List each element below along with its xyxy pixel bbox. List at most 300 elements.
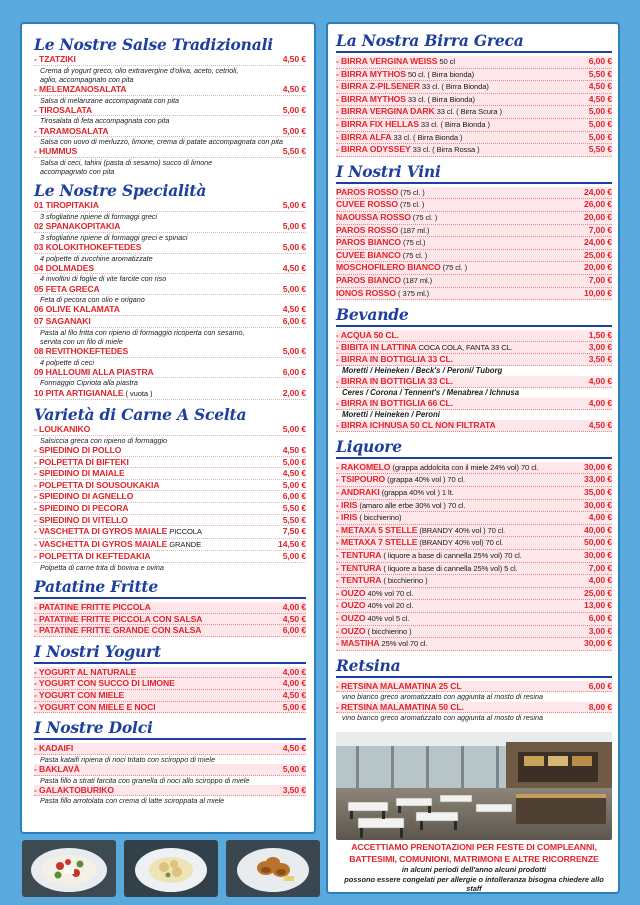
- menu-item-row: [336, 575, 612, 588]
- menu-item-name-text: 07 SAGANAKI: [34, 315, 91, 326]
- menu-item-description: Pasta fillo a strati farcita con granella di noci allo sciroppo di miele: [40, 775, 250, 785]
- menu-item-name-text: - TZATZIKI: [34, 54, 76, 64]
- menu-item-detail: ( 375 ml.): [396, 288, 430, 298]
- menu-item: [336, 420, 612, 432]
- menu-item-name: [34, 242, 141, 253]
- menu-item-name: [34, 146, 77, 157]
- menu-item-price: 20,00 €: [584, 211, 612, 222]
- menu-item-name: [336, 537, 503, 549]
- menu-item: [34, 667, 306, 679]
- menu-item-row: [34, 445, 306, 457]
- food-photo-croquettes: [226, 840, 320, 897]
- menu-item-price: 4,50 €: [588, 93, 612, 104]
- menu-item-name-text: - YOGURT CON SUCCO DI LIMONE: [34, 678, 175, 689]
- menu-item: [34, 491, 306, 503]
- menu-item: [336, 199, 612, 212]
- menu-item: [34, 445, 306, 457]
- menu-item-row: [336, 262, 612, 275]
- menu-item: [336, 330, 612, 342]
- menu-item: [336, 69, 612, 82]
- menu-item-description: Pasta al filo fritta con ripieno di formaggio ricoperta con sesamo,: [40, 327, 245, 337]
- menu-item-price: 5,00 €: [282, 424, 306, 435]
- menu-item-description: Formaggio Cipriota alla piastra: [40, 378, 138, 388]
- menu-item-price: 4,50 €: [282, 84, 306, 94]
- menu-item-name-text: CUVEE BIANCO: [336, 249, 401, 260]
- menu-item-name: [336, 144, 480, 156]
- menu-item-price: 24,00 €: [584, 186, 612, 197]
- menu-item-row: [336, 398, 612, 410]
- menu-item: [336, 500, 612, 513]
- menu-item-row: [336, 354, 612, 366]
- menu-item-detail: (75 cl. ): [410, 212, 438, 222]
- menu-item-detail: (187 ml.): [398, 225, 430, 235]
- menu-item-price: 30,00 €: [584, 550, 612, 561]
- menu-item-name-text: - BIRRA MYTHOS: [336, 68, 406, 79]
- menu-item-price: 26,00 €: [584, 199, 612, 210]
- menu-item: [336, 702, 612, 723]
- menu-item-row: [336, 132, 612, 145]
- menu-item-row: [336, 225, 612, 238]
- menu-item: [336, 81, 612, 94]
- menu-item-row: [336, 119, 612, 132]
- menu-item-description: Polpetta di carne trita di bovina e ovina: [40, 562, 164, 572]
- menu-item-description: 3 sfogliatine ripiene di formaggi greci e spinaci: [40, 232, 188, 242]
- menu-item: [336, 237, 612, 250]
- menu-item-description: Pasta fillo arrotolata con crema di latte sciroppata al miele: [40, 796, 225, 806]
- menu-item-name: [34, 367, 154, 378]
- menu-item-price: 5,00 €: [282, 221, 306, 232]
- menu-item-price: 5,00 €: [588, 118, 612, 129]
- menu-item-name: [34, 526, 202, 538]
- menu-item-row: [336, 342, 612, 355]
- menu-item-price: 4,50 €: [282, 304, 306, 315]
- menu-item-detail: (grappa addolcita con il miele 24% vol) 70 cl.: [390, 462, 539, 472]
- restaurant-interior-photo: [336, 732, 612, 840]
- menu-item-name: [336, 588, 413, 600]
- menu-item-name-text: IONOS ROSSO: [336, 287, 397, 298]
- menu-item-price: 4,50 €: [282, 743, 306, 754]
- menu-item-name-text: NAOUSSA ROSSO: [336, 211, 411, 222]
- menu-item-name: [34, 625, 201, 636]
- menu-item-name-text: - BIRRA IN BOTTIGLIA 33 CL.: [336, 376, 453, 387]
- menu-item-price: 30,00 €: [584, 499, 612, 510]
- menu-item-name-text: - BIRRA ODYSSEY: [336, 144, 411, 155]
- section-title-salse: Le Nostre Salse Tradizionali: [34, 35, 273, 54]
- menu-item-description: Ceres / Corona / Tennent's / Menabrea / Ichnusa: [342, 387, 520, 397]
- menu-item-row: [336, 288, 612, 301]
- menu-item: [336, 212, 612, 225]
- menu-item: [34, 200, 306, 221]
- menu-item-name-text: - MASTIHA: [336, 638, 380, 649]
- menu-item-description: Moretti / Heineken / Beck's / Peroni/ Tuborg: [342, 365, 503, 375]
- menu-item: [336, 342, 612, 355]
- section-title-dolci: I Nostre Dolci: [34, 719, 306, 740]
- menu-item-name: [336, 199, 424, 211]
- menu-item-name-text: - MELEMZANOSALATA: [34, 84, 127, 94]
- list-patatine: [34, 602, 306, 637]
- menu-item-name-text: MOSCHOFILERO BIANCO: [336, 262, 441, 273]
- menu-item-name-text: - SPIEDINO DI VITELLO: [34, 514, 128, 525]
- menu-item-row: [336, 626, 612, 639]
- menu-item-name: [336, 575, 428, 587]
- menu-item-price: 4,50 €: [588, 420, 612, 431]
- menu-item-name: [336, 212, 437, 224]
- menu-item-name-text: - BIRRA VERGINA WEISS: [336, 56, 438, 66]
- menu-item: [336, 588, 612, 601]
- menu-item-name-text: - HUMMUS: [34, 146, 78, 157]
- menu-item-price: 33,00 €: [584, 474, 612, 485]
- menu-item-description: Salsa con uovo di merluzzo, limone, crema di patate accompagnata con pita: [40, 137, 283, 147]
- list-liquore: [336, 462, 612, 651]
- menu-item-row: [336, 550, 612, 563]
- menu-item-name: [34, 515, 128, 526]
- menu-item-name-text: - TENTURA: [336, 575, 382, 586]
- menu-item-detail: (187 ml.): [401, 275, 433, 285]
- menu-item-name: [34, 491, 133, 502]
- menu-item-price: 4,50 €: [282, 444, 306, 455]
- menu-item-name-text: - RETSINA MALAMATINA 25 CL: [336, 680, 462, 691]
- menu-item-price: 5,00 €: [282, 456, 306, 467]
- menu-item-description: 4 involtini di foglie di vite farcite con riso: [40, 274, 167, 284]
- menu-item: [34, 388, 306, 401]
- menu-item-description: accompagnato con pita: [40, 167, 115, 177]
- banner-line-1: ACCETTIAMO PRENOTAZIONI PER FESTE DI COMPLEANNI,: [351, 842, 597, 852]
- menu-item-detail: GRANDE: [167, 539, 202, 549]
- menu-item: [34, 284, 306, 305]
- menu-item-detail: PICCOLA: [167, 527, 202, 537]
- menu-item-name-text: - SPIEDINO DI MAIALE: [34, 468, 125, 479]
- menu-item-row: [336, 199, 612, 212]
- menu-item-name: [34, 785, 114, 796]
- menu-item: [34, 346, 306, 367]
- menu-item-name-text: - TARAMOSALATA: [34, 125, 109, 136]
- menu-item-row: [336, 69, 612, 82]
- menu-item-row: [336, 525, 612, 538]
- menu-item-detail: 25% vol 70 cl.: [379, 639, 428, 649]
- menu-item-description: Salsa di melanzane accompagnata con pita: [40, 95, 180, 105]
- menu-item-name: [336, 237, 425, 249]
- menu-item: [336, 288, 612, 301]
- menu-item-row: [336, 106, 612, 119]
- menu-item-row: [336, 681, 612, 693]
- menu-item: [336, 376, 612, 398]
- menu-item-row: [336, 250, 612, 263]
- menu-item-price: 2,00 €: [282, 387, 306, 398]
- menu-item-name-text: - METAXA 7 STELLE: [336, 537, 418, 548]
- menu-item-detail: 33 cl. ( Birra Rossa ): [410, 145, 480, 155]
- menu-item-row: [34, 690, 306, 702]
- menu-item-name-text: - SPIEDINO DI PECORA: [34, 502, 129, 513]
- menu-item-description: Pasta kataifi ripiena di noci tritato con sciroppo di miele: [40, 754, 215, 764]
- menu-item-row: [34, 263, 306, 275]
- menu-item-name-text: 06 OLIVE KALAMATA: [34, 304, 120, 315]
- section-title-patatine: Patatine Fritte: [34, 578, 306, 599]
- menu-item-row: [34, 667, 306, 679]
- menu-item-name: [34, 764, 80, 775]
- menu-item-price: 25,00 €: [584, 249, 612, 260]
- menu-item-name: [34, 126, 109, 137]
- menu-item-name-text: - KADAIFI: [34, 743, 74, 754]
- menu-item-row: [34, 551, 306, 563]
- menu-item-name: [336, 512, 401, 524]
- menu-item: [34, 526, 306, 539]
- menu-item: [336, 119, 612, 132]
- menu-item-name: [34, 388, 152, 400]
- menu-item-price: 35,00 €: [584, 487, 612, 498]
- menu-item-row: [336, 512, 612, 525]
- menu-item-description: Moretti / Heineken / Peroni: [342, 409, 440, 419]
- menu-item-name: [336, 500, 465, 512]
- menu-item-row: [336, 212, 612, 225]
- list-bevande: [336, 330, 612, 432]
- menu-item-row: [34, 743, 306, 755]
- menu-item: [34, 367, 306, 388]
- menu-item-row: [34, 503, 306, 515]
- menu-item-row: [336, 613, 612, 626]
- menu-item-row: [336, 56, 612, 69]
- menu-item-price: 4,00 €: [282, 678, 306, 689]
- menu-item-price: 5,50 €: [282, 146, 306, 157]
- menu-item-price: 5,00 €: [282, 479, 306, 490]
- menu-item-name: [34, 445, 121, 456]
- menu-item: [336, 638, 612, 651]
- menu-item-name: [336, 398, 453, 409]
- menu-item-price: 4,00 €: [282, 602, 306, 613]
- menu-item-detail: (BRANDY 40% vol) 70 cl.: [417, 538, 504, 548]
- menu-item-detail: (75 cl.): [401, 238, 426, 248]
- menu-item-row: [336, 702, 612, 714]
- menu-item-row: [34, 84, 306, 96]
- menu-item-row: [34, 388, 306, 401]
- menu-item-name-text: - BIRRA IN BOTTIGLIA 33 CL.: [336, 354, 453, 365]
- banner-note-1: in alcuni periodi dell'anno alcuni prodotti: [401, 865, 547, 875]
- menu-item-detail: (grappa 40% vol ) 70 cl.: [385, 475, 465, 485]
- menu-item-description: Salsiccia greca con ripieno di formaggio: [40, 435, 168, 445]
- menu-item-name: [34, 468, 125, 479]
- menu-item: [336, 613, 612, 626]
- menu-item-name: [336, 702, 464, 713]
- menu-item-name-text: - TSIPOURO: [336, 474, 386, 485]
- menu-item: [34, 242, 306, 263]
- menu-item: [336, 354, 612, 376]
- menu-item-name-text: - METAXA 5 STELLE: [336, 524, 418, 535]
- menu-item-name-text: - TENTURA: [336, 550, 382, 561]
- menu-item-price: 6,00 €: [282, 366, 306, 377]
- menu-item-row: [34, 105, 306, 117]
- menu-item-name: [336, 330, 399, 341]
- section-title-specialita: Le Nostre Specialità: [34, 181, 207, 201]
- menu-item-detail: 50 cl. ( Birra bionda): [405, 69, 475, 79]
- menu-item-name: [336, 94, 475, 106]
- menu-item-row: [336, 420, 612, 432]
- menu-item-row: [34, 539, 306, 552]
- menu-item: [336, 262, 612, 275]
- menu-item-name: [34, 614, 202, 625]
- menu-item-price: 5,50 €: [588, 144, 612, 155]
- menu-item-price: 6,00 €: [282, 625, 306, 636]
- menu-item-row: [34, 126, 306, 138]
- menu-item: [34, 480, 306, 492]
- menu-item-price: 5,00 €: [282, 200, 306, 211]
- menu-item: [34, 785, 306, 806]
- menu-item-name-text: - BIRRA ALFA: [336, 131, 392, 142]
- menu-item-name: [34, 743, 73, 754]
- menu-item-detail: (75 cl. ): [397, 200, 425, 210]
- menu-item-row: [34, 764, 306, 776]
- menu-item-name: [34, 678, 175, 689]
- menu-item-name: [336, 69, 474, 81]
- menu-item: [336, 462, 612, 475]
- menu-item-price: 7,00 €: [588, 274, 612, 285]
- menu-item-description: Salsa di ceci, tahini (pasta di sesamo) succo di limone: [40, 157, 213, 167]
- menu-item-row: [34, 304, 306, 316]
- section-title-liquore: Liquore: [336, 438, 612, 459]
- booking-banner: [336, 842, 612, 893]
- menu-item-row: [336, 563, 612, 576]
- menu-item: [34, 551, 306, 572]
- menu-item-detail: 33 cl. ( Birra Bionda ): [418, 119, 490, 129]
- menu-item-name: [336, 250, 427, 262]
- menu-item-price: 1,50 €: [588, 330, 612, 341]
- menu-item-detail: (BRANDY 40% vol ) 70 cl.: [417, 525, 506, 535]
- menu-item-detail: ( bicchierino ): [365, 626, 412, 636]
- menu-item-price: 6,00 €: [588, 613, 612, 623]
- menu-item-name: [336, 225, 429, 237]
- menu-item-price: 4,50 €: [282, 468, 306, 479]
- menu-item-name: [336, 376, 453, 387]
- menu-item-description: Crema di yogurt greco, olio extravergine d'oliva, aceto, cetrioli,: [40, 65, 239, 75]
- banner-line-2: BATTESIMI, COMUNIONI, MATRIMONI E ALTRE RICORRENZE: [349, 853, 599, 864]
- menu-item-row: [336, 487, 612, 500]
- menu-item: [336, 144, 612, 157]
- menu-item-price: 30,00 €: [584, 461, 612, 472]
- menu-item-detail: 40% vol 20 cl.: [365, 601, 414, 611]
- menu-item-name-text: - POLPETTA DI BIFTEKI: [34, 456, 129, 467]
- menu-item-price: 4,00 €: [588, 575, 612, 586]
- menu-item-row: [34, 424, 306, 436]
- menu-item: [336, 187, 612, 200]
- menu-item-price: 5,00 €: [282, 701, 306, 712]
- menu-item-name-text: - IRIS: [336, 512, 358, 523]
- menu-item: [34, 764, 306, 785]
- menu-item-price: 5,50 €: [282, 502, 306, 513]
- menu-item-name: [336, 81, 489, 93]
- menu-item-price: 13,00 €: [584, 600, 612, 611]
- menu-item-price: 4,00 €: [282, 666, 306, 677]
- menu-item-name-text: PAROS BIANCO: [336, 274, 402, 285]
- menu-item-name: [34, 304, 120, 315]
- menu-item-name-text: - GALAKTOBURIKO: [34, 784, 114, 795]
- menu-item-name-text: PAROS ROSSO: [336, 186, 399, 197]
- menu-item-name: [34, 457, 129, 468]
- menu-item-name-text: - OUZO: [336, 587, 366, 598]
- banner-note-2: possono essere congelati per allergie o intolleranza bisogna chiedere allo staff: [344, 874, 604, 893]
- menu-item: [34, 625, 306, 637]
- menu-item-name-text: - PATATINE FRITTE GRANDE CON SALSA: [34, 625, 202, 636]
- menu-item-row: [34, 468, 306, 480]
- menu-item-price: 4,00 €: [588, 376, 612, 387]
- menu-item-name: [336, 462, 539, 474]
- menu-item-name-text: - VASCHETTA DI GYROS MAIALE: [34, 538, 168, 549]
- menu-item-name: [34, 480, 159, 491]
- menu-item-price: 7,00 €: [588, 224, 612, 235]
- menu-item-name-text: 05 FETA GRECA: [34, 283, 100, 294]
- menu-item-name-text: - SPIEDINO DI AGNELLO: [34, 491, 134, 502]
- menu-item-name-text: - LOUKANIKO: [34, 424, 91, 435]
- menu-item-name-text: 01 TIROPITAKIA: [34, 200, 99, 211]
- menu-item-name: [34, 54, 76, 65]
- menu-item: [336, 250, 612, 263]
- menu-item: [336, 563, 612, 576]
- list-specialita: [34, 200, 306, 400]
- menu-item-row: [336, 638, 612, 651]
- menu-item: [34, 126, 306, 147]
- menu-item-name: [336, 420, 496, 431]
- menu-item-detail: ( liquore a base di cannella 25% vol) 5 cl.: [381, 563, 518, 573]
- menu-item-name-text: - BIRRA Z-PILSENER: [336, 81, 420, 92]
- menu-item-price: 25,00 €: [584, 587, 612, 598]
- menu-item-price: 3,50 €: [588, 354, 612, 365]
- section-title-vini: I Nostri Vini: [336, 163, 612, 184]
- menu-item-name-text: - BIRRA MYTHOS: [336, 93, 406, 104]
- menu-item-name-text: 02 SPANAKOPITAKIA: [34, 221, 121, 232]
- menu-item-name: [34, 284, 100, 295]
- menu-item-description: servita con un filo di miele: [40, 336, 123, 346]
- menu-item-name-text: - OUZO: [336, 625, 366, 636]
- menu-item-row: [34, 242, 306, 254]
- menu-item-name: [34, 105, 92, 116]
- menu-item-name-text: - TIROSALATA: [34, 104, 93, 115]
- menu-item: [34, 316, 306, 346]
- list-dolci: [34, 743, 306, 805]
- menu-item-detail: (amaro alle erbe 30% vol ) 70 cl.: [357, 500, 466, 510]
- menu-item-row: [336, 81, 612, 94]
- list-vini: [336, 187, 612, 300]
- menu-item-row: [34, 200, 306, 212]
- menu-item-name: [336, 474, 465, 486]
- menu-item-detail: COCA COLA, FANTA 33 CL.: [416, 342, 513, 352]
- menu-item-name-text: - YOGURT AL NATURALE: [34, 666, 137, 677]
- menu-item-detail: (grappa 40% vol ) 1 lt.: [379, 488, 454, 498]
- menu-item: [34, 743, 306, 764]
- menu-item: [34, 424, 306, 445]
- menu-item-detail: 33 cl. ( Birra Bionda): [419, 82, 489, 92]
- menu-item-row: [34, 702, 306, 714]
- menu-item-name-text: 03 KOLOKITHOKEFTEDES: [34, 241, 142, 252]
- menu-item-detail: ( bicchierino): [357, 513, 402, 523]
- menu-item: [336, 225, 612, 238]
- menu-item: [34, 84, 306, 105]
- menu-item-detail: (75 cl. ): [440, 263, 468, 273]
- menu-item-price: 6,00 €: [282, 315, 306, 326]
- menu-item-price: 5,00 €: [282, 764, 306, 775]
- menu-item-name: [336, 106, 502, 118]
- menu-item-price: 30,00 €: [584, 638, 612, 649]
- menu-item: [34, 690, 306, 702]
- menu-item-price: 5,50 €: [588, 68, 612, 79]
- menu-item-name: [336, 56, 455, 68]
- menu-item-description: aglio, accompagnato con pita: [40, 74, 134, 84]
- menu-item-name-text: - POLPETTA DI SOUSOUKAKIA: [34, 479, 160, 490]
- menu-item-row: [34, 678, 306, 690]
- menu-item-detail: 33 cl. ( Birra Bionda ): [391, 132, 463, 142]
- menu-item-description: vino bianco greco aromatizzato con aggiunta al mosto di resina: [342, 692, 543, 702]
- list-carne: [34, 424, 306, 572]
- menu-item: [336, 512, 612, 525]
- menu-item-row: [34, 480, 306, 492]
- menu-item-name: [34, 539, 201, 551]
- menu-item-name-text: CUVEE ROSSO: [336, 199, 398, 210]
